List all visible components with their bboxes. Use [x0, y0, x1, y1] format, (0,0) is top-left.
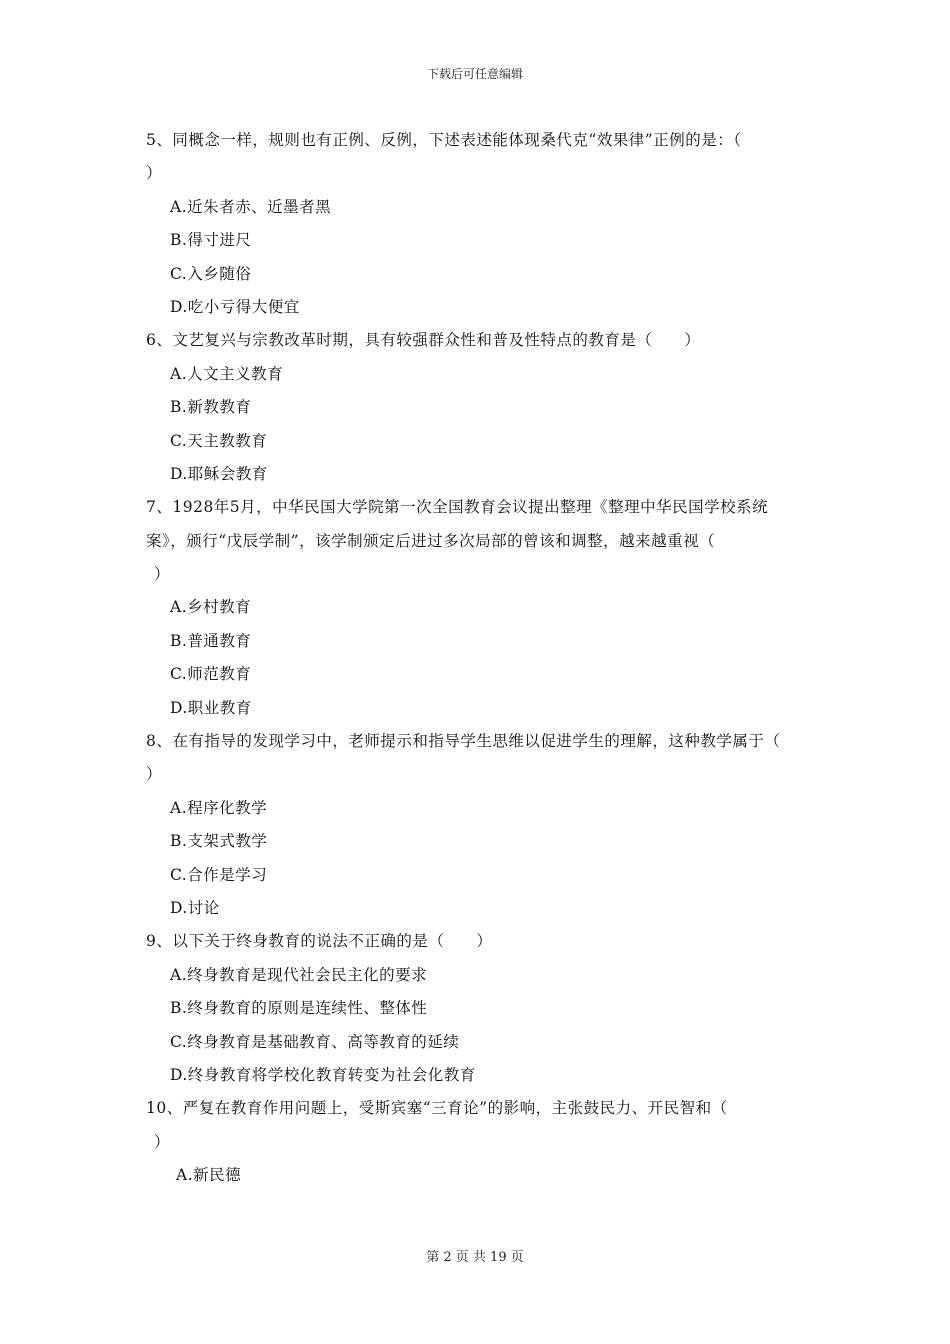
- question-8-line-2: ）: [146, 765, 163, 784]
- option-d: D.讨论: [170, 898, 220, 917]
- question-7-line-2: 案》，颁行“戊辰学制”，该学制颁定后进过多次局部的曾该和调整，越来越重视（: [146, 531, 716, 550]
- question-7-line-3: ）: [154, 565, 171, 584]
- page-footer: 第 2 页 共 19 页: [426, 1250, 524, 1265]
- option-d: D.终身教育将学校化教育转变为社会化教育: [170, 1065, 476, 1084]
- question-10: [146, 1092, 816, 1192]
- question-7: [146, 491, 816, 725]
- page-header: 下载后可任意编辑: [426, 67, 523, 81]
- option-d: D.职业教育: [170, 698, 252, 717]
- question-9-line-1: 9、以下关于终身教育的说法不正确的是（ ）: [146, 932, 493, 951]
- option-a: A.近朱者赤、近墨者黑: [170, 197, 332, 216]
- option-b: B.终身教育的原则是连续性、整体性: [170, 999, 428, 1018]
- option-b: B.新教教育: [170, 398, 252, 417]
- question-list: [146, 124, 816, 1193]
- option-a: A.新民德: [176, 1166, 242, 1185]
- question-10-line-1: 10、严复在教育作用问题上，受斯宾塞“三育论”的影响，主张鼓民力、开民智和（: [146, 1099, 728, 1118]
- option-b: B.得寸进尺: [170, 231, 252, 250]
- question-10-line-2: ）: [154, 1132, 171, 1151]
- option-a: A.人文主义教育: [170, 364, 284, 383]
- question-6: [146, 324, 816, 491]
- option-c: C.入乡随俗: [170, 264, 252, 283]
- option-b: B.支架式教学: [170, 832, 268, 851]
- option-d: D.耶稣会教育: [170, 464, 268, 483]
- question-5: [146, 124, 816, 324]
- question-5-line-1: 5、同概念一样，规则也有正例、反例，下述表述能体现桑代克“效果律”正例的是：（: [146, 131, 742, 149]
- question-6-line-1: 6、文艺复兴与宗教改革时期，具有较强群众性和普及性特点的教育是（ ）: [146, 331, 701, 350]
- question-5-line-2: ）: [146, 164, 163, 183]
- option-d: D.吃小亏得大便宜: [170, 297, 300, 316]
- option-a: A.程序化教学: [170, 798, 268, 817]
- question-8: [146, 725, 816, 925]
- option-c: C.终身教育是基础教育、高等教育的延续: [170, 1032, 460, 1051]
- question-9: [146, 925, 816, 1092]
- option-a: A.终身教育是现代社会民主化的要求: [170, 965, 428, 984]
- option-b: B.普通教育: [170, 631, 252, 650]
- option-c: C.天主教教育: [170, 431, 268, 450]
- option-c: C.师范教育: [170, 665, 252, 684]
- question-7-line-1: 7、1928年5月，中华民国大学院第一次全国教育会议提出整理《整理中华民国学校系统: [146, 498, 769, 517]
- option-c: C.合作是学习: [170, 865, 268, 884]
- question-8-line-1: 8、在有指导的发现学习中，老师提示和指导学生思维以促进学生的理解，这种教学属于（: [146, 732, 781, 751]
- option-a: A.乡村教育: [170, 598, 252, 617]
